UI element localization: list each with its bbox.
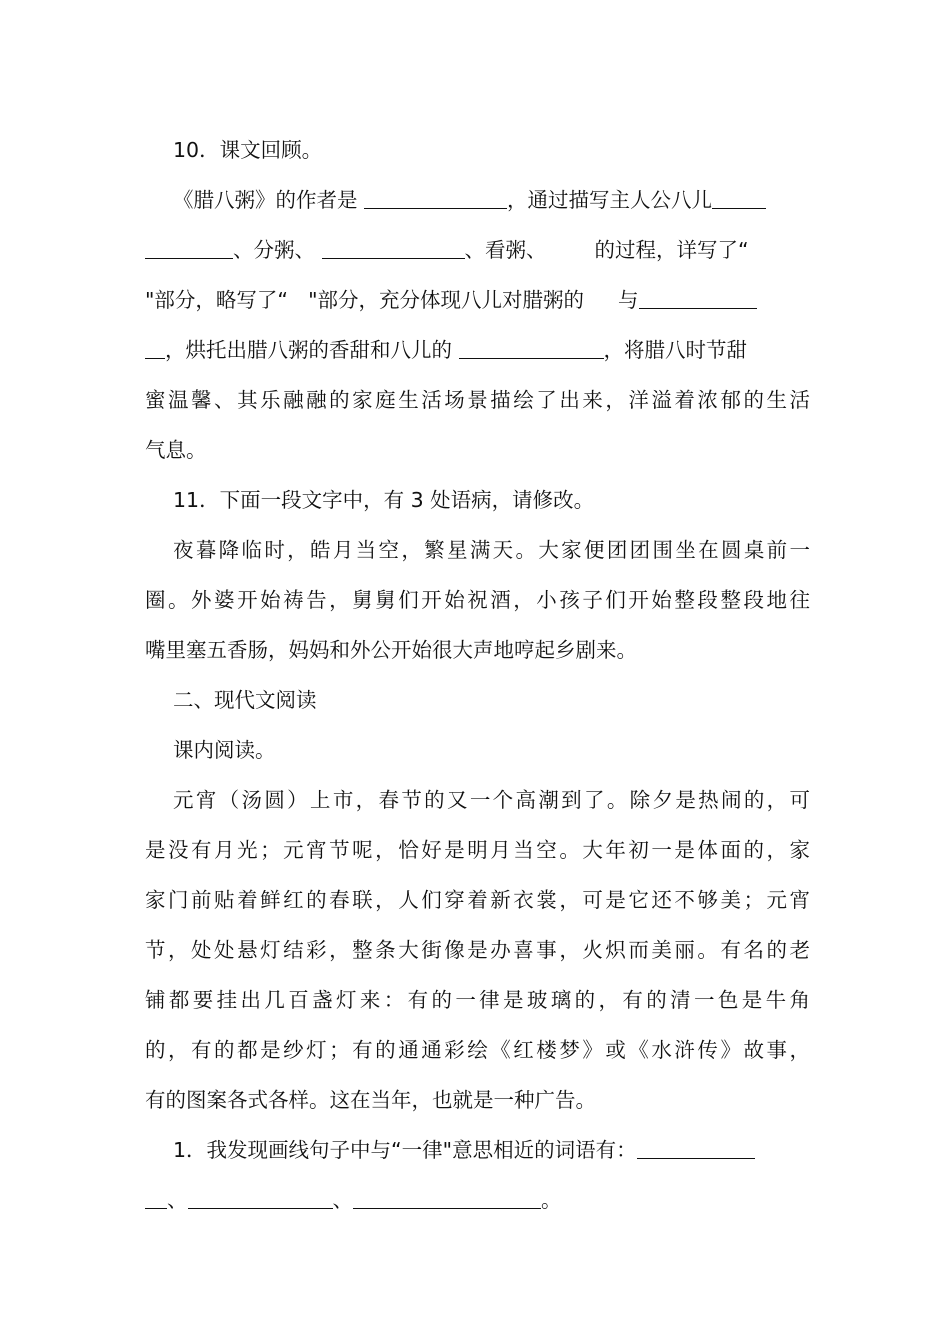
answer-blank-action-2[interactable]: [322, 238, 465, 259]
answer-blank-attitude-a[interactable]: [639, 288, 757, 309]
q10-line-3: "部分，略写了“ "部分，充分体现八儿对腊粥的 与: [145, 275, 810, 325]
answer-blank-author[interactable]: [364, 188, 507, 209]
q10-line-5: 蜜温馨、其乐融融的家庭生活场景描绘了出来，洋溢着浓郁的生活: [145, 388, 810, 412]
passage-line-1: 元宵（汤圆）上市，春节的又一个高潮到了。除夕是热闹的，可: [173, 788, 810, 812]
answer-blank-word-1a[interactable]: [637, 1138, 755, 1159]
answer-blank-action-1a[interactable]: [712, 188, 766, 209]
passage-line-2: 是没有月光；元宵节呢，恰好是明月当空。大年初一是体面的，家: [145, 838, 810, 862]
answer-blank-feeling[interactable]: [459, 338, 604, 359]
q10-line-6: 气息。: [145, 438, 207, 462]
answer-blank-action-1b[interactable]: [145, 238, 233, 259]
passage-line-5: 铺都要挂出几百盏灯来：有的一律是玻璃的，有的清一色是牛角: [145, 988, 810, 1012]
answer-blank-attitude-b[interactable]: [145, 338, 165, 359]
answer-blank-word-1b[interactable]: [145, 1188, 167, 1209]
passage-line-4: 节，处处悬灯结彩，整条大街像是办喜事，火炽而美丽。有名的老: [145, 938, 810, 962]
passage-line-7: 有的图案各式各样。这在当年，也就是一种广告。: [145, 1088, 596, 1112]
answer-blank-word-3[interactable]: [353, 1188, 541, 1209]
q10-title: 10．课文回顾。: [173, 138, 323, 162]
q1-line-1: 1．我发现画线句子中与“一律"意思相近的词语有：: [173, 1125, 810, 1175]
q10-line-1: 《腊八粥》的作者是 ，通过描写主人公八儿: [145, 175, 810, 225]
q11-line-1: 夜暮降临时，皓月当空，繁星满天。大家便团团围坐在圆桌前一: [173, 538, 810, 562]
q11-title: 11．下面一段文字中，有 3 处语病，请修改。: [173, 488, 595, 512]
q11-line-3: 嘴里塞五香肠，妈妈和外公开始很大声地哼起乡剧来。: [145, 638, 637, 662]
section-title: 二、现代文阅读: [173, 688, 317, 712]
q10-line-4: ，烘托出腊八粥的香甜和八儿的 ，将腊八时节甜: [145, 325, 810, 375]
section-subtitle: 课内阅读。: [173, 738, 276, 762]
q11-line-2: 圈。外婆开始祷告，舅舅们开始祝酒，小孩子们开始整段整段地往: [145, 588, 810, 612]
passage-line-6: 的，有的都是纱灯；有的通通彩绘《红楼梦》或《水浒传》故事，: [145, 1038, 810, 1062]
answer-blank-word-2[interactable]: [188, 1188, 333, 1209]
q1-line-2: 、 、 。: [145, 1175, 810, 1225]
passage-line-3: 家门前贴着鲜红的春联，人们穿着新衣裳，可是它还不够美；元宵: [145, 888, 810, 912]
q10-line-2: 、分粥、 、看粥、 的过程，详写了“: [145, 225, 810, 275]
